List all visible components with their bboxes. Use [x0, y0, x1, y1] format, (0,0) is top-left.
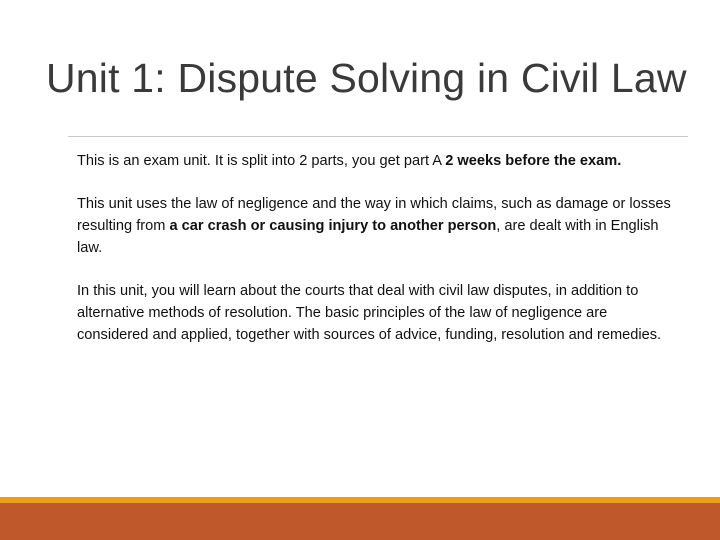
paragraph-courts: [77, 280, 677, 346]
paragraph-negligence-text-start: This unit uses the law of negligence and the way in which claims, such as damage or losses resulting from: [77, 196, 671, 234]
paragraph-negligence: [77, 193, 677, 259]
paragraph-negligence-bold: a car crash or causing injury to another person: [169, 218, 497, 234]
paragraph-exam-info: [77, 150, 677, 172]
paragraph-exam-info-bold: 2 weeks before the exam.: [445, 153, 622, 169]
slide-body: [77, 150, 677, 367]
paragraph-exam-info-text: This is an exam unit. It is split into 2 parts, you get part A: [77, 153, 446, 169]
slide-title: Unit 1: Dispute Solving in Civil Law: [46, 55, 687, 101]
paragraph-courts-text: In this unit, you will learn about the courts that deal with civil law disputes, in addition to alternative methods of resolution. The basic principles of the law of negligence are considered and applied, together with sources of advice, funding, resolution and remedies.: [77, 283, 662, 343]
title-divider: [68, 136, 688, 137]
paragraph-negligence-text-end: , are dealt with in English law.: [77, 218, 659, 256]
footer-accent-bar-thick: [0, 503, 720, 540]
